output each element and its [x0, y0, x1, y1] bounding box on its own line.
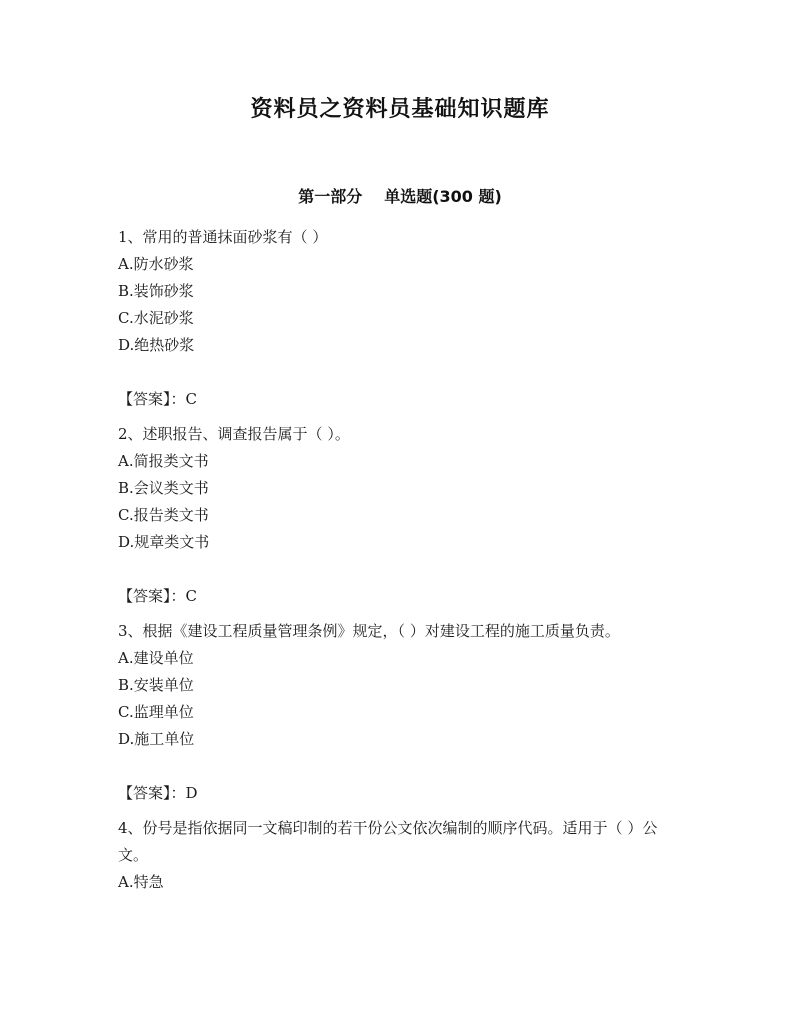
option-d: D.施工单位: [118, 730, 195, 748]
option-a: A.简报类文书: [118, 452, 209, 470]
answer-line: [118, 780, 678, 807]
question-stem: 3、根据《建设工程质量管理条例》规定，（ ）对建设工程的施工质量负责。: [118, 622, 620, 640]
section-type-label: 单选题(300 题): [384, 187, 502, 206]
question-3: [118, 618, 678, 807]
question-stem: 1、常用的普通抹面砂浆有（ ）: [118, 228, 328, 246]
option-list: [118, 448, 678, 556]
option-d: D.绝热砂浆: [118, 336, 195, 354]
option-c: C.报告类文书: [118, 506, 209, 524]
question-stem: 2、述职报告、调查报告属于（ ）。: [118, 425, 350, 443]
option-list: [118, 251, 678, 359]
section-title: [0, 184, 800, 207]
question-stem: 4、份号是指依据同一文稿印制的若干份公文依次编制的顺序代码。适用于（ ）公文。: [118, 819, 658, 864]
question-2: [118, 421, 678, 610]
option-a: A.特急: [118, 873, 164, 891]
option-a: A.建设单位: [118, 649, 194, 667]
option-b: B.会议类文书: [118, 479, 209, 497]
answer-value: C: [185, 390, 197, 408]
answer-label: 【答案】：: [118, 784, 186, 802]
question-list: [118, 224, 678, 896]
question-4: [118, 815, 678, 896]
answer-line: [118, 386, 678, 413]
section-part-label: 第一部分: [298, 187, 363, 206]
question-1: [118, 224, 678, 413]
option-d: D.规章类文书: [118, 533, 210, 551]
answer-value: D: [185, 784, 198, 802]
option-c: C.监理单位: [118, 703, 194, 721]
option-c: C.水泥砂浆: [118, 309, 194, 327]
option-b: B.安装单位: [118, 676, 194, 694]
document-title: 资料员之资料员基础知识题库: [250, 97, 550, 122]
option-b: B.装饰砂浆: [118, 282, 194, 300]
option-list: [118, 645, 678, 753]
answer-label: 【答案】：: [118, 587, 186, 605]
option-a: A.防水砂浆: [118, 255, 194, 273]
answer-value: C: [185, 587, 197, 605]
answer-label: 【答案】：: [118, 390, 186, 408]
answer-line: [118, 583, 678, 610]
option-list: [118, 869, 678, 896]
